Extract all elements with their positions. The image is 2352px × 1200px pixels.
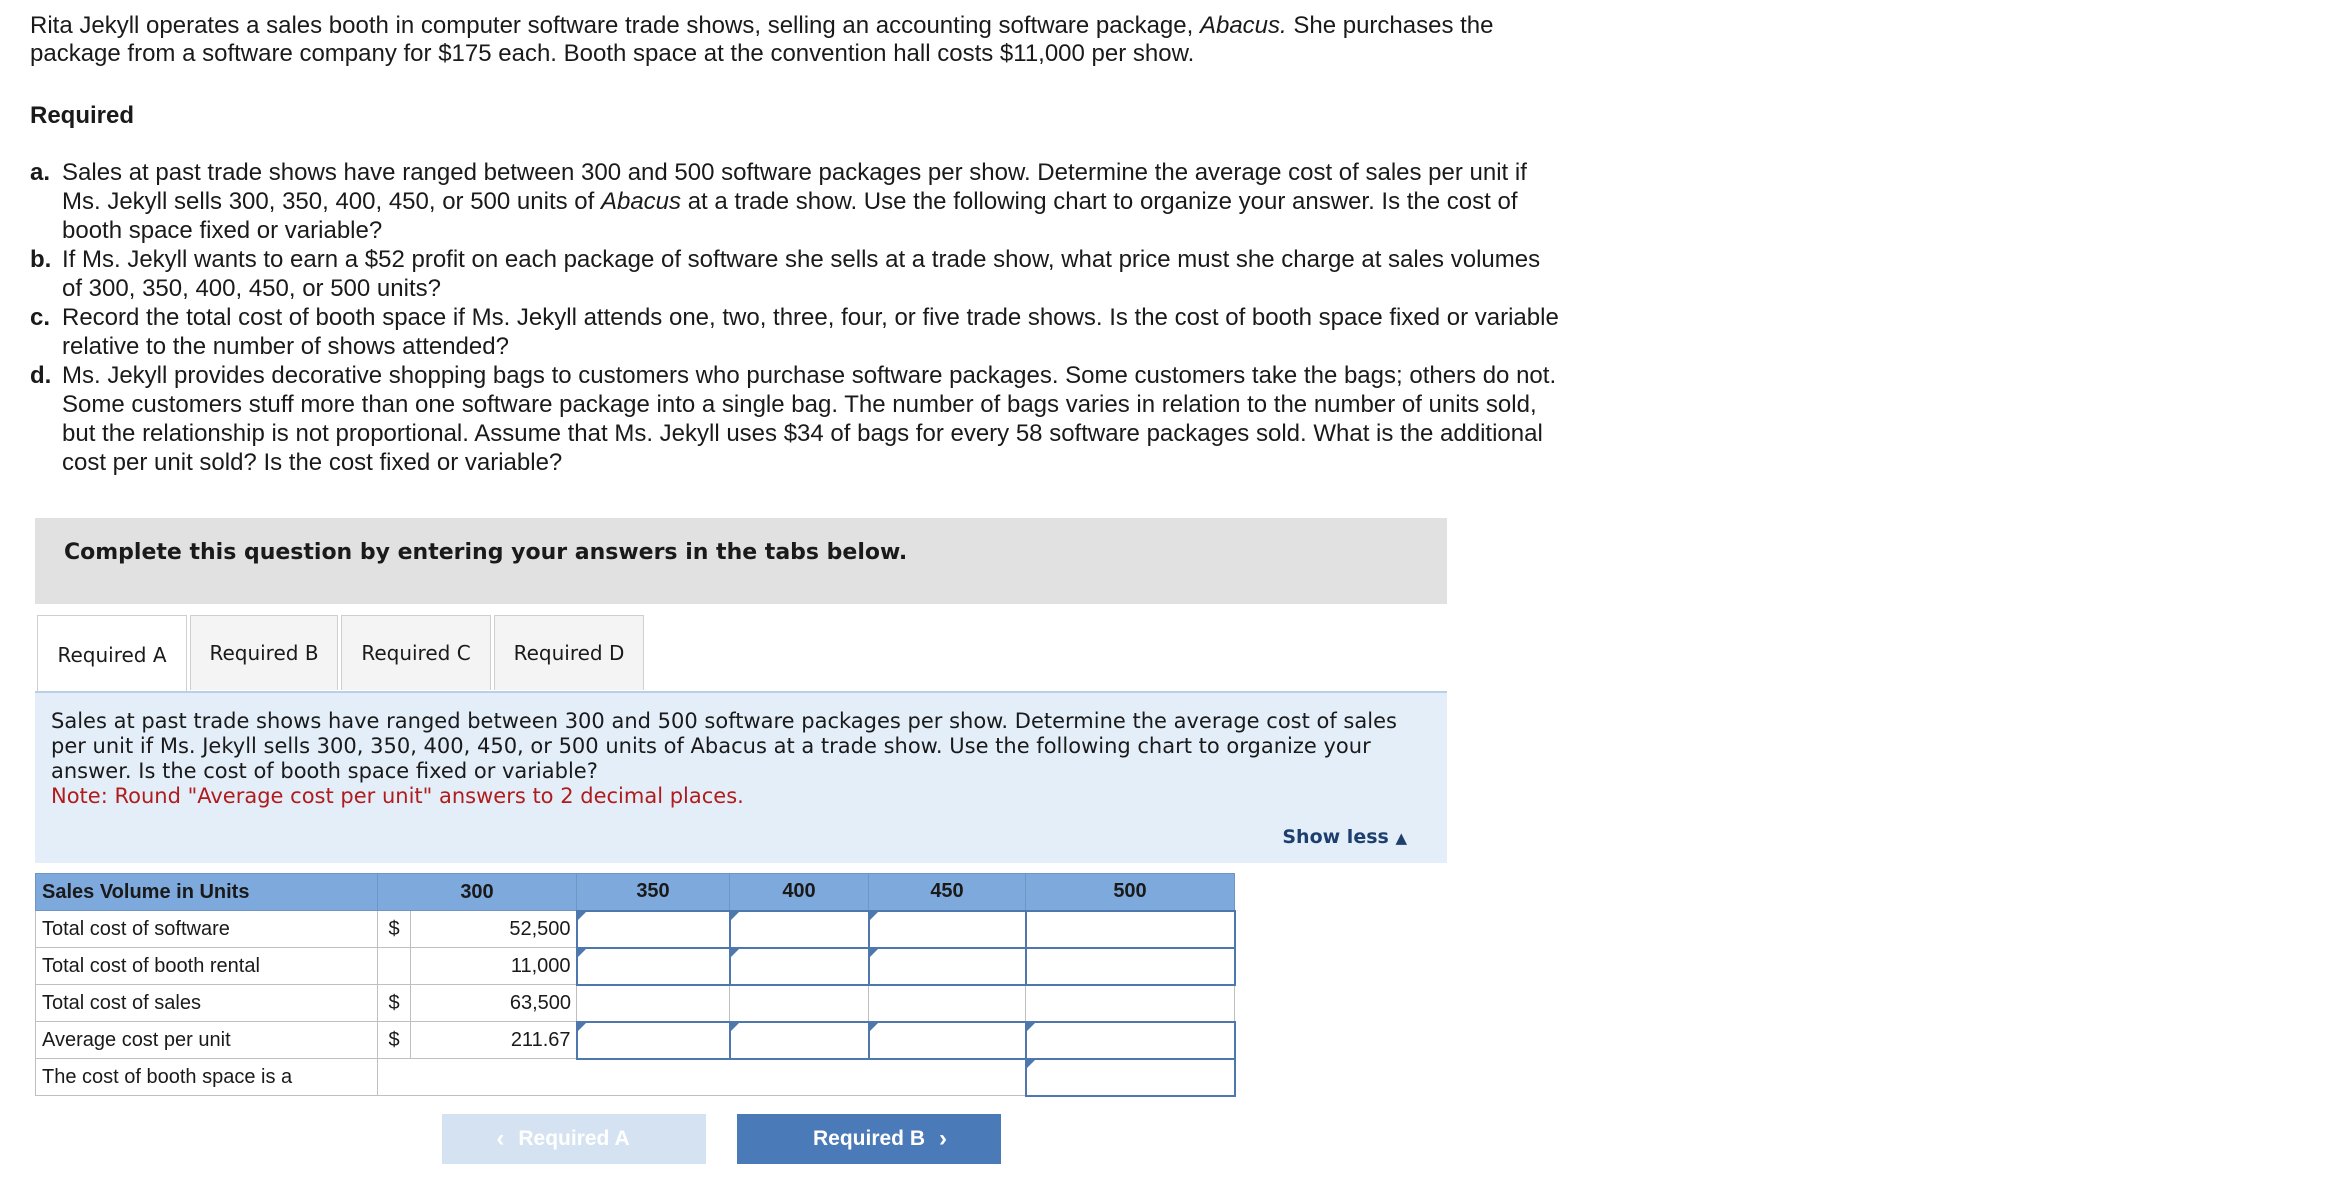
show-less-button[interactable] (1282, 826, 1407, 848)
input-flag-icon (731, 912, 739, 920)
required-heading: Required (30, 102, 135, 129)
header-300: 300 (378, 874, 577, 911)
previous-tab-label: Required A (518, 1127, 630, 1150)
input-flag-icon (578, 1023, 586, 1031)
input-software-350[interactable] (577, 911, 730, 948)
value-cell: 11,000 (411, 948, 577, 985)
input-average-400[interactable] (730, 1022, 869, 1059)
input-flag-icon (1027, 1023, 1035, 1031)
input-flag-icon (870, 949, 878, 957)
requirement-letter: d. (30, 362, 52, 389)
requirement-product-name: Abacus (600, 188, 682, 215)
table-row (36, 1022, 1235, 1059)
requirement-letter: a. (30, 159, 51, 186)
value-cell: 211.67 (411, 1022, 577, 1059)
requirement-text: at a trade show. Use the following chart to organize your answer. Is the cost of booth space fixed or variable? (62, 188, 1518, 244)
header-400: 400 (730, 874, 869, 911)
value-cell: 52,500 (411, 911, 577, 948)
header-350: 350 (577, 874, 730, 911)
input-booth-400[interactable] (730, 948, 869, 985)
chevron-left-icon: ‹ (496, 1125, 505, 1152)
triangle-up-icon: ▲ (1395, 829, 1407, 847)
requirement-text: Ms. Jekyll provides decorative shopping bags to customers who purchase software packages. Some customers take the bags; others do not. Some customers stuff more than one software package into a single bag. The number of bags varies in relation to the number of units sold, but the relationship is not proportional. Assume that Ms. Jekyll uses $34 of bags for every 58 software packages sold. What is the additional cost per unit sold? Is the cost fixed or variable? (62, 362, 1557, 476)
intro-text-1: Rita Jekyll operates a sales booth in computer software trade shows, selling an accounting software package, (30, 12, 1200, 39)
row-label: Total cost of software (36, 911, 378, 948)
total-sales-350 (577, 985, 730, 1022)
requirement-text: Sales at past trade shows have ranged between 300 and 500 software packages per show. Determine the average cost of sales per unit if Ms. Jekyll sells 300, 350, 400, 450, or 500 units of (62, 159, 1527, 215)
empty-cell (869, 1059, 1026, 1096)
requirement-letter: c. (30, 304, 51, 331)
input-booth-450[interactable] (869, 948, 1026, 985)
total-sales-500 (1026, 985, 1235, 1022)
total-sales-450 (869, 985, 1026, 1022)
empty-cell (411, 1059, 577, 1096)
panel-note: Note: Round "Average cost per unit" answers to 2 decimal places. (51, 784, 744, 808)
empty-cell (577, 1059, 730, 1096)
dollar-sign: $ (378, 985, 411, 1022)
booth-cost-type-select[interactable] (1026, 1059, 1235, 1096)
requirement-text: If Ms. Jekyll wants to earn a $52 profit on each package of software she sells at a trade show, what price must she charge at sales volumes of 300, 350, 400, 450, or 500 units? (62, 246, 1541, 302)
panel-question-text: Sales at past trade shows have ranged between 300 and 500 software packages per show. Determine the average cost of sales per unit if Ms. Jekyll sells 300, 350, 400, 450, or 500 units of Abacus at a trade show. Use the following chart to organize your answer. Is the cost of booth space fixed or variable? (51, 709, 1397, 783)
input-software-450[interactable] (869, 911, 1026, 948)
next-tab-button[interactable] (737, 1114, 1001, 1164)
problem-intro (30, 12, 1570, 68)
input-flag-icon (731, 949, 739, 957)
input-flag-icon (870, 912, 878, 920)
table-row (36, 948, 1235, 985)
dollar-sign: $ (378, 1022, 411, 1059)
table-row (36, 985, 1235, 1022)
requirements-list (30, 158, 1560, 477)
instruction-banner (35, 518, 1447, 604)
tab-required-b[interactable]: Required B (190, 615, 338, 690)
input-software-500[interactable] (1026, 911, 1235, 948)
input-average-350[interactable] (577, 1022, 730, 1059)
row-label: The cost of booth space is a (36, 1059, 378, 1096)
input-average-450[interactable] (869, 1022, 1026, 1059)
tab-required-c[interactable]: Required C (341, 615, 491, 690)
show-less-label: Show less (1282, 826, 1389, 848)
table-row (36, 911, 1235, 948)
input-flag-icon (731, 1023, 739, 1031)
tab-required-d[interactable]: Required D (494, 615, 644, 690)
next-tab-label: Required B (812, 1127, 925, 1150)
input-software-400[interactable] (730, 911, 869, 948)
row-label: Total cost of sales (36, 985, 378, 1022)
row-label: Total cost of booth rental (36, 948, 378, 985)
input-booth-500[interactable] (1026, 948, 1235, 985)
requirement-text: Record the total cost of booth space if Ms. Jekyll attends one, two, three, four, or five trade shows. Is the cost of booth space fixed or variable relative to the number of shows attended? (62, 304, 1559, 360)
previous-tab-button[interactable] (442, 1114, 706, 1164)
input-booth-350[interactable] (577, 948, 730, 985)
input-average-500[interactable] (1026, 1022, 1235, 1059)
dollar-sign: $ (378, 911, 411, 948)
requirement-b (30, 245, 1560, 303)
intro-product-name: Abacus. (1199, 12, 1287, 39)
tab-required-a[interactable]: Required A (37, 615, 187, 694)
requirement-letter: b. (30, 246, 52, 273)
table-header-row (36, 874, 1235, 911)
chevron-right-icon: › (939, 1125, 947, 1152)
input-flag-icon (578, 912, 586, 920)
dollar-sign (378, 948, 411, 985)
empty-cell (730, 1059, 869, 1096)
requirement-a (30, 158, 1560, 245)
banner-text: Complete this question by entering your answers in the tabs below. (64, 540, 908, 565)
header-450: 450 (869, 874, 1026, 911)
input-flag-icon (1027, 1060, 1035, 1068)
requirement-c (30, 303, 1560, 361)
row-label: Average cost per unit (36, 1022, 378, 1059)
empty-cell (378, 1059, 411, 1096)
total-sales-400 (730, 985, 869, 1022)
requirement-d (30, 361, 1560, 477)
tab-bar (37, 615, 647, 694)
header-sales-volume: Sales Volume in Units (36, 874, 378, 911)
value-cell: 63,500 (411, 985, 577, 1022)
header-500: 500 (1026, 874, 1235, 911)
input-flag-icon (870, 1023, 878, 1031)
cost-table (35, 873, 1236, 1097)
question-panel (35, 693, 1447, 863)
table-row (36, 1059, 1235, 1096)
intro-text-2: She purchases the package from a software company for $175 each. Booth space at the convention hall costs $11,000 per show. (30, 12, 1494, 67)
input-flag-icon (578, 949, 586, 957)
